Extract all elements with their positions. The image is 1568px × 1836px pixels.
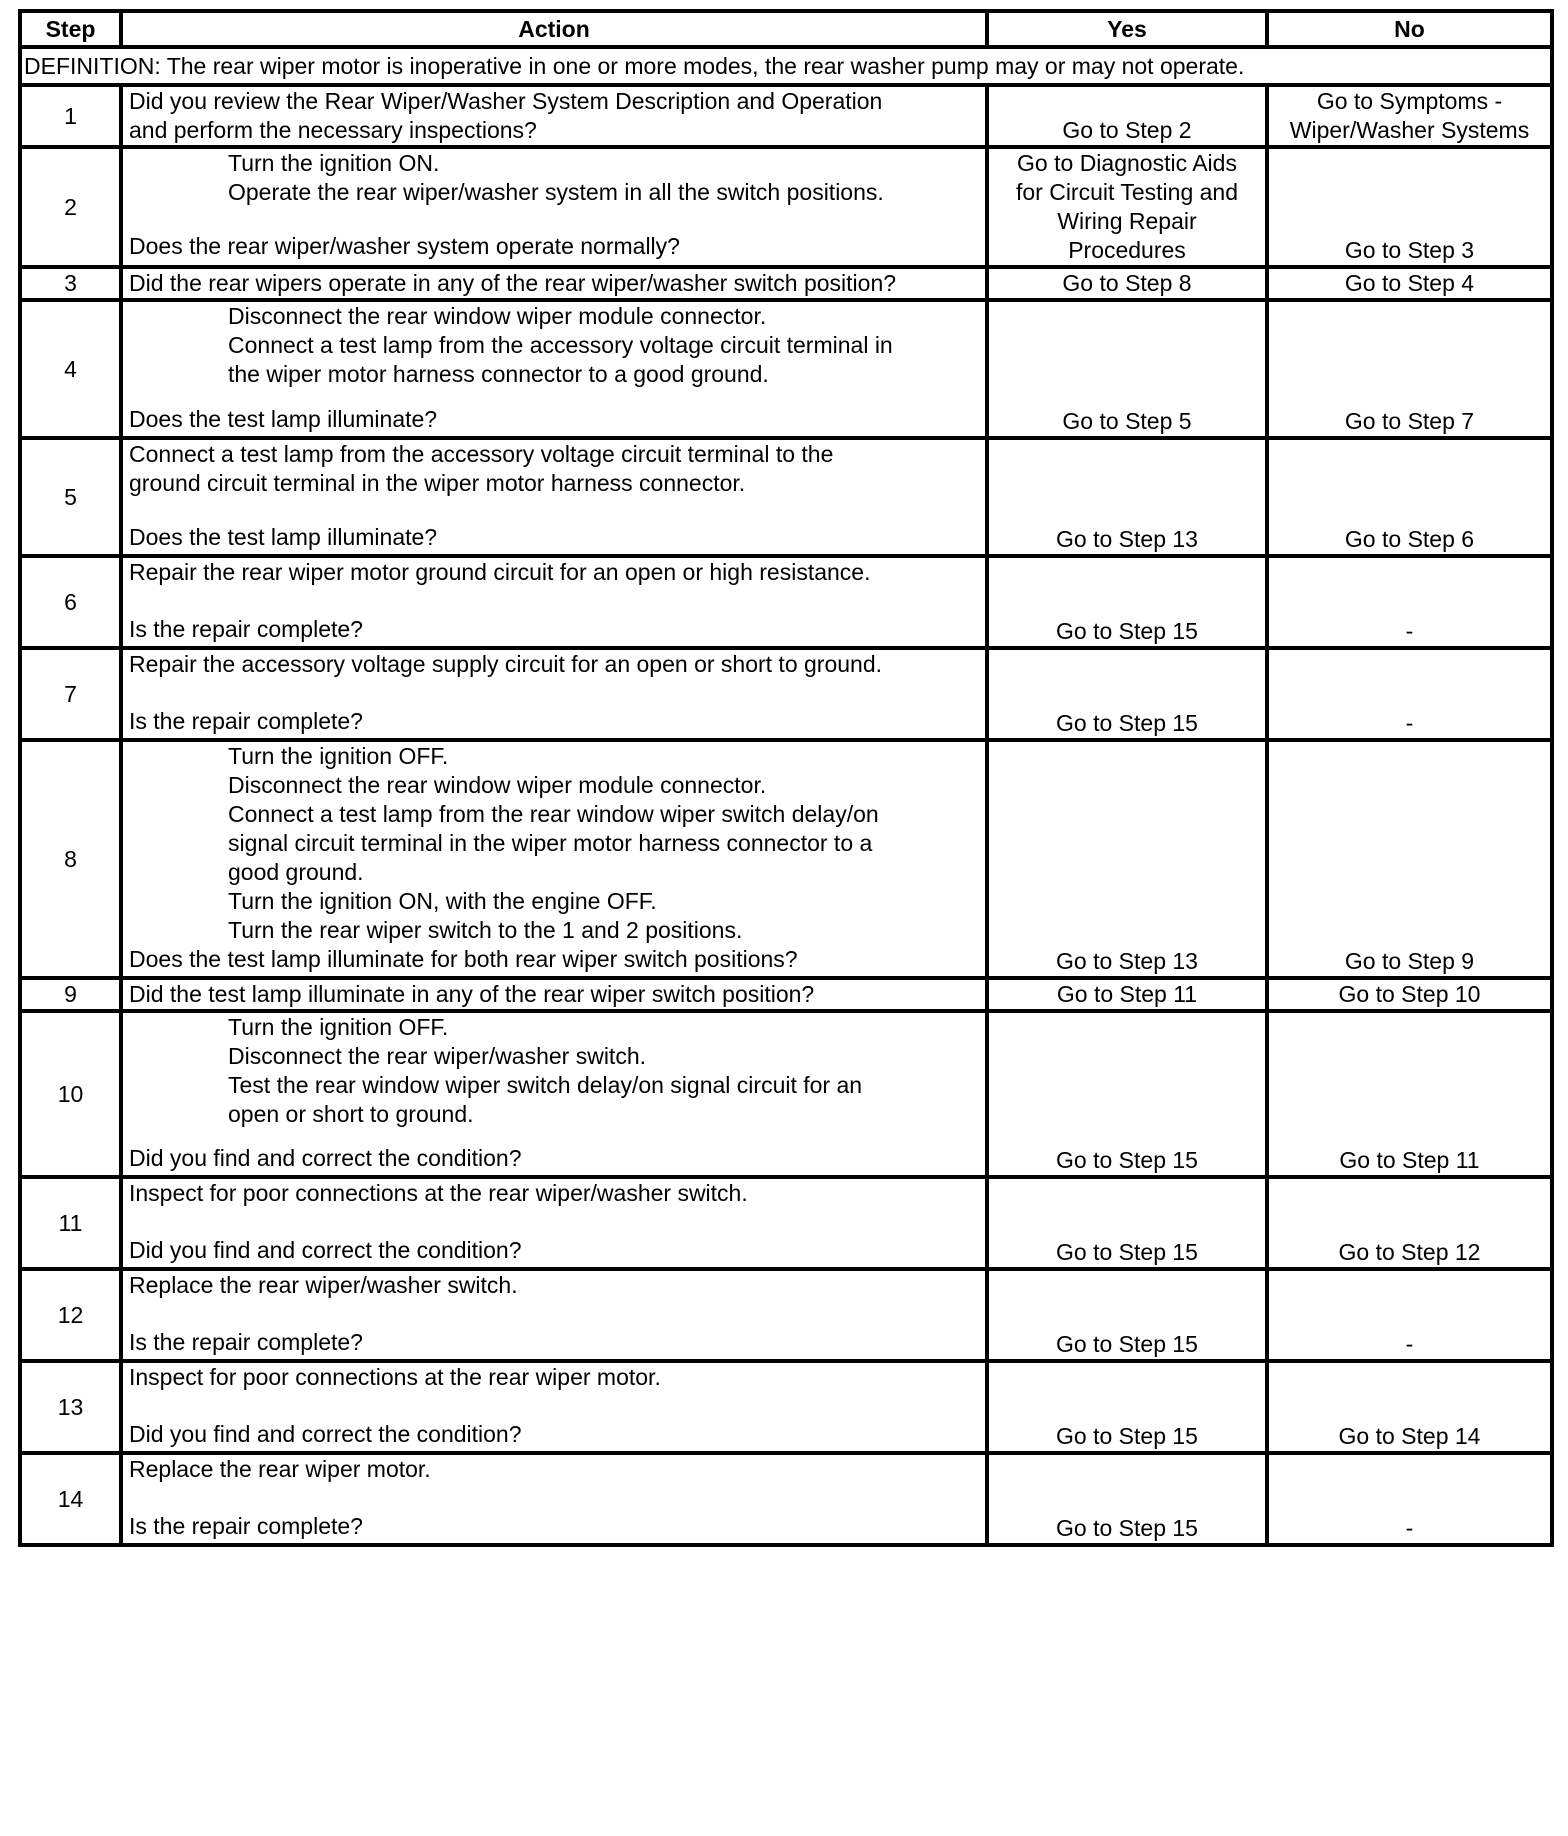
- action-content: [129, 440, 979, 552]
- action-question: [129, 523, 979, 552]
- step-number: 5: [20, 438, 121, 556]
- header-row: [20, 11, 1552, 47]
- action-content: [129, 980, 979, 1007]
- action-question: [129, 232, 979, 261]
- no-result: [1267, 300, 1552, 438]
- yes-result: [987, 85, 1267, 147]
- action-substeps: [129, 742, 979, 945]
- no-result-line: Go to Step 11: [1339, 1147, 1480, 1173]
- yes-result: [987, 648, 1267, 740]
- no-result-line: -: [1405, 1515, 1414, 1541]
- action-question: [129, 405, 979, 434]
- table-row: [20, 978, 1552, 1011]
- no-result-line: Go to Step 14: [1338, 1423, 1481, 1449]
- action-question-line: Did you find and correct the condition?: [129, 1145, 522, 1171]
- action-cell: [121, 438, 987, 556]
- action-cell: [121, 267, 987, 300]
- no-result-line: -: [1405, 1331, 1414, 1357]
- action-question-line: Did you find and correct the condition?: [129, 1237, 522, 1263]
- step-number: 8: [20, 740, 121, 978]
- action-instructions: [129, 1271, 979, 1300]
- action-cell: [121, 1453, 987, 1545]
- action-substep-line: Turn the rear wiper switch to the 1 and 2 positions.: [228, 917, 743, 943]
- table-row: [20, 1453, 1552, 1545]
- action-question: [129, 980, 979, 1009]
- action-substep-line: Disconnect the rear window wiper module connector.: [228, 303, 767, 329]
- yes-result-line: Wiring Repair: [1057, 208, 1197, 234]
- no-result: [1267, 556, 1552, 648]
- action-intro-line: Inspect for poor connections at the rear wiper motor.: [129, 1364, 661, 1390]
- yes-result: [987, 1269, 1267, 1361]
- no-result-line: Go to Step 9: [1344, 948, 1475, 974]
- action-question: [129, 615, 979, 644]
- yes-result-line: Go to Diagnostic Aids: [1017, 150, 1237, 176]
- no-result: [1267, 978, 1552, 1011]
- action-content: [129, 1271, 979, 1357]
- yes-result-line: Go to Step 2: [1062, 117, 1192, 143]
- action-question: [129, 1236, 979, 1265]
- action-substep-line: Disconnect the rear window wiper module connector.: [228, 772, 767, 798]
- no-result: [1267, 85, 1552, 147]
- action-question-line: Does the test lamp illuminate for both rear wiper switch positions?: [129, 946, 798, 972]
- action-intro-line: Repair the accessory voltage supply circuit for an open or short to ground.: [129, 651, 883, 677]
- action-intro-line: Replace the rear wiper motor.: [129, 1456, 431, 1482]
- action-cell: [121, 1361, 987, 1453]
- no-result-line: Go to Step 7: [1344, 408, 1475, 434]
- action-content: [129, 650, 979, 736]
- action-substep-line: open or short to ground.: [228, 1101, 474, 1127]
- action-cell: [121, 147, 987, 267]
- table-row: [20, 648, 1552, 740]
- yes-result-line: Go to Step 15: [1056, 1147, 1198, 1173]
- action-substep-line: Operate the rear wiper/washer system in all the switch positions.: [228, 179, 884, 205]
- step-number: 10: [20, 1011, 121, 1177]
- action-substep-line: Turn the ignition OFF.: [228, 743, 449, 769]
- no-result-line: Go to Step 12: [1338, 1239, 1481, 1265]
- action-substep-line: Test the rear window wiper switch delay/on signal circuit for an: [228, 1072, 863, 1098]
- action-cell: [121, 300, 987, 438]
- action-instructions: [129, 149, 979, 207]
- action-substep-line: signal circuit terminal in the wiper motor harness connector to a: [228, 830, 873, 856]
- action-instructions: [129, 302, 979, 389]
- yes-result: [987, 1177, 1267, 1269]
- yes-result: [987, 300, 1267, 438]
- step-number: 14: [20, 1453, 121, 1545]
- action-question-line: Does the test lamp illuminate?: [129, 524, 438, 550]
- no-result: [1267, 1177, 1552, 1269]
- action-instructions: [129, 1013, 979, 1129]
- action-instructions: [129, 1363, 979, 1392]
- definition-row: [20, 47, 1552, 85]
- action-cell: [121, 1177, 987, 1269]
- action-cell: [121, 556, 987, 648]
- action-question: [129, 945, 979, 974]
- action-content: [129, 1455, 979, 1541]
- step-number: 2: [20, 147, 121, 267]
- no-result: [1267, 1361, 1552, 1453]
- definition-text: DEFINITION: The rear wiper motor is inoperative in one or more modes, the rear washer pump may or may not operate.: [20, 47, 1552, 85]
- yes-result: [987, 1453, 1267, 1545]
- no-result-line: Go to Step 10: [1338, 981, 1481, 1007]
- table-row: [20, 300, 1552, 438]
- action-substep-line: Disconnect the rear wiper/washer switch.: [228, 1043, 646, 1069]
- no-result-line: Wiper/Washer Systems: [1289, 117, 1530, 143]
- header-action: Action: [121, 11, 987, 47]
- no-result: [1267, 1453, 1552, 1545]
- step-number: 4: [20, 300, 121, 438]
- header-step: Step: [20, 11, 121, 47]
- no-result: [1267, 267, 1552, 300]
- table-row: [20, 556, 1552, 648]
- action-question: [129, 1420, 979, 1449]
- yes-result: [987, 438, 1267, 556]
- action-content: [129, 742, 979, 974]
- action-instructions: [129, 440, 979, 498]
- action-question: [129, 1512, 979, 1541]
- action-cell: [121, 1011, 987, 1177]
- action-content: [129, 1179, 979, 1265]
- table-row: [20, 1177, 1552, 1269]
- yes-result: [987, 978, 1267, 1011]
- yes-result: [987, 556, 1267, 648]
- table-row: [20, 1011, 1552, 1177]
- step-number: 11: [20, 1177, 121, 1269]
- action-question-line: Did the test lamp illuminate in any of the rear wiper switch position?: [129, 981, 815, 1007]
- yes-result: [987, 740, 1267, 978]
- action-substep-line: Connect a test lamp from the rear window wiper switch delay/on: [228, 801, 879, 827]
- action-substep-line: the wiper motor harness connector to a good ground.: [228, 361, 769, 387]
- yes-result-line: for Circuit Testing and: [1015, 179, 1238, 205]
- action-question-line: Did you find and correct the condition?: [129, 1421, 522, 1447]
- action-question: [129, 1328, 979, 1357]
- action-cell: [121, 85, 987, 147]
- action-question: [129, 1144, 979, 1173]
- action-instructions: [129, 1179, 979, 1208]
- action-question-line: Is the repair complete?: [129, 708, 363, 734]
- yes-result: [987, 147, 1267, 267]
- yes-result: [987, 1361, 1267, 1453]
- action-cell: [121, 740, 987, 978]
- action-question-line: Is the repair complete?: [129, 616, 363, 642]
- diagnostic-table: [18, 9, 1554, 1547]
- step-number: 9: [20, 978, 121, 1011]
- step-number: 6: [20, 556, 121, 648]
- header-yes: Yes: [987, 11, 1267, 47]
- no-result: [1267, 740, 1552, 978]
- yes-result-line: Go to Step 15: [1056, 710, 1198, 736]
- no-result: [1267, 438, 1552, 556]
- yes-result-line: Go to Step 8: [1062, 270, 1192, 296]
- action-instructions: [129, 558, 979, 587]
- action-substeps: [129, 1013, 979, 1129]
- table-row: [20, 740, 1552, 978]
- no-result-line: Go to Step 3: [1344, 237, 1475, 263]
- yes-result-line: Go to Step 15: [1056, 1331, 1198, 1357]
- action-question-line: Did the rear wipers operate in any of the rear wiper/washer switch position?: [129, 270, 897, 296]
- action-content: [129, 87, 979, 143]
- step-number: 7: [20, 648, 121, 740]
- action-instructions: [129, 650, 979, 679]
- action-question-line: Is the repair complete?: [129, 1329, 363, 1355]
- no-result: [1267, 147, 1552, 267]
- action-cell: [121, 648, 987, 740]
- action-question-line: Is the repair complete?: [129, 1513, 363, 1539]
- action-substep-line: Connect a test lamp from the accessory voltage circuit terminal in: [228, 332, 893, 358]
- action-instructions: [129, 742, 979, 945]
- no-result: [1267, 1269, 1552, 1361]
- yes-result-line: Go to Step 15: [1056, 618, 1198, 644]
- no-result-line: Go to Symptoms -: [1316, 88, 1503, 114]
- action-question-line: Does the test lamp illuminate?: [129, 406, 438, 432]
- action-substep-line: Turn the ignition OFF.: [228, 1014, 449, 1040]
- action-cell: [121, 1269, 987, 1361]
- action-question-line: and perform the necessary inspections?: [129, 117, 537, 143]
- header-no: No: [1267, 11, 1552, 47]
- no-result-line: -: [1405, 710, 1414, 736]
- action-question-line: Does the rear wiper/washer system operate normally?: [129, 233, 680, 259]
- no-result-line: Go to Step 6: [1344, 526, 1475, 552]
- yes-result: [987, 1011, 1267, 1177]
- action-cell: [121, 978, 987, 1011]
- yes-result-line: Go to Step 13: [1056, 526, 1198, 552]
- action-question-line: Did you review the Rear Wiper/Washer System Description and Operation: [129, 88, 883, 114]
- action-instructions: [129, 1455, 979, 1484]
- action-substep-line: good ground.: [228, 859, 364, 885]
- step-number: 3: [20, 267, 121, 300]
- table-row: [20, 1361, 1552, 1453]
- action-substep-line: Turn the ignition ON, with the engine OFF.: [228, 888, 657, 914]
- action-intro-line: Connect a test lamp from the accessory voltage circuit terminal to the: [129, 441, 834, 467]
- yes-result: [987, 267, 1267, 300]
- step-number: 12: [20, 1269, 121, 1361]
- no-result-line: Go to Step 4: [1344, 270, 1475, 296]
- action-content: [129, 1363, 979, 1449]
- table-row: [20, 1269, 1552, 1361]
- action-intro-line: Inspect for poor connections at the rear wiper/washer switch.: [129, 1180, 748, 1206]
- action-question: [129, 87, 979, 145]
- yes-result-line: Go to Step 15: [1056, 1423, 1198, 1449]
- action-substeps: [129, 302, 979, 389]
- action-question: [129, 269, 979, 298]
- action-intro-line: Repair the rear wiper motor ground circuit for an open or high resistance.: [129, 559, 871, 585]
- table-row: [20, 147, 1552, 267]
- no-result: [1267, 1011, 1552, 1177]
- table-row: [20, 438, 1552, 556]
- action-content: [129, 558, 979, 644]
- action-content: [129, 269, 979, 296]
- step-number: 1: [20, 85, 121, 147]
- table-row: [20, 267, 1552, 300]
- action-substeps: [129, 149, 979, 207]
- action-content: [129, 1013, 979, 1173]
- no-result: [1267, 648, 1552, 740]
- action-question: [129, 707, 979, 736]
- no-result-line: -: [1405, 618, 1414, 644]
- action-intro-line: ground circuit terminal in the wiper motor harness connector.: [129, 470, 746, 496]
- action-content: [129, 149, 979, 261]
- yes-result-line: Procedures: [1068, 237, 1186, 263]
- table-row: [20, 85, 1552, 147]
- action-substep-line: Turn the ignition ON.: [228, 150, 440, 176]
- yes-result-line: Go to Step 5: [1062, 408, 1192, 434]
- step-number: 13: [20, 1361, 121, 1453]
- yes-result-line: Go to Step 15: [1056, 1515, 1198, 1541]
- yes-result-line: Go to Step 13: [1056, 948, 1198, 974]
- yes-result-line: Go to Step 15: [1056, 1239, 1198, 1265]
- yes-result-line: Go to Step 11: [1056, 981, 1198, 1007]
- action-content: [129, 302, 979, 434]
- action-intro-line: Replace the rear wiper/washer switch.: [129, 1272, 518, 1298]
